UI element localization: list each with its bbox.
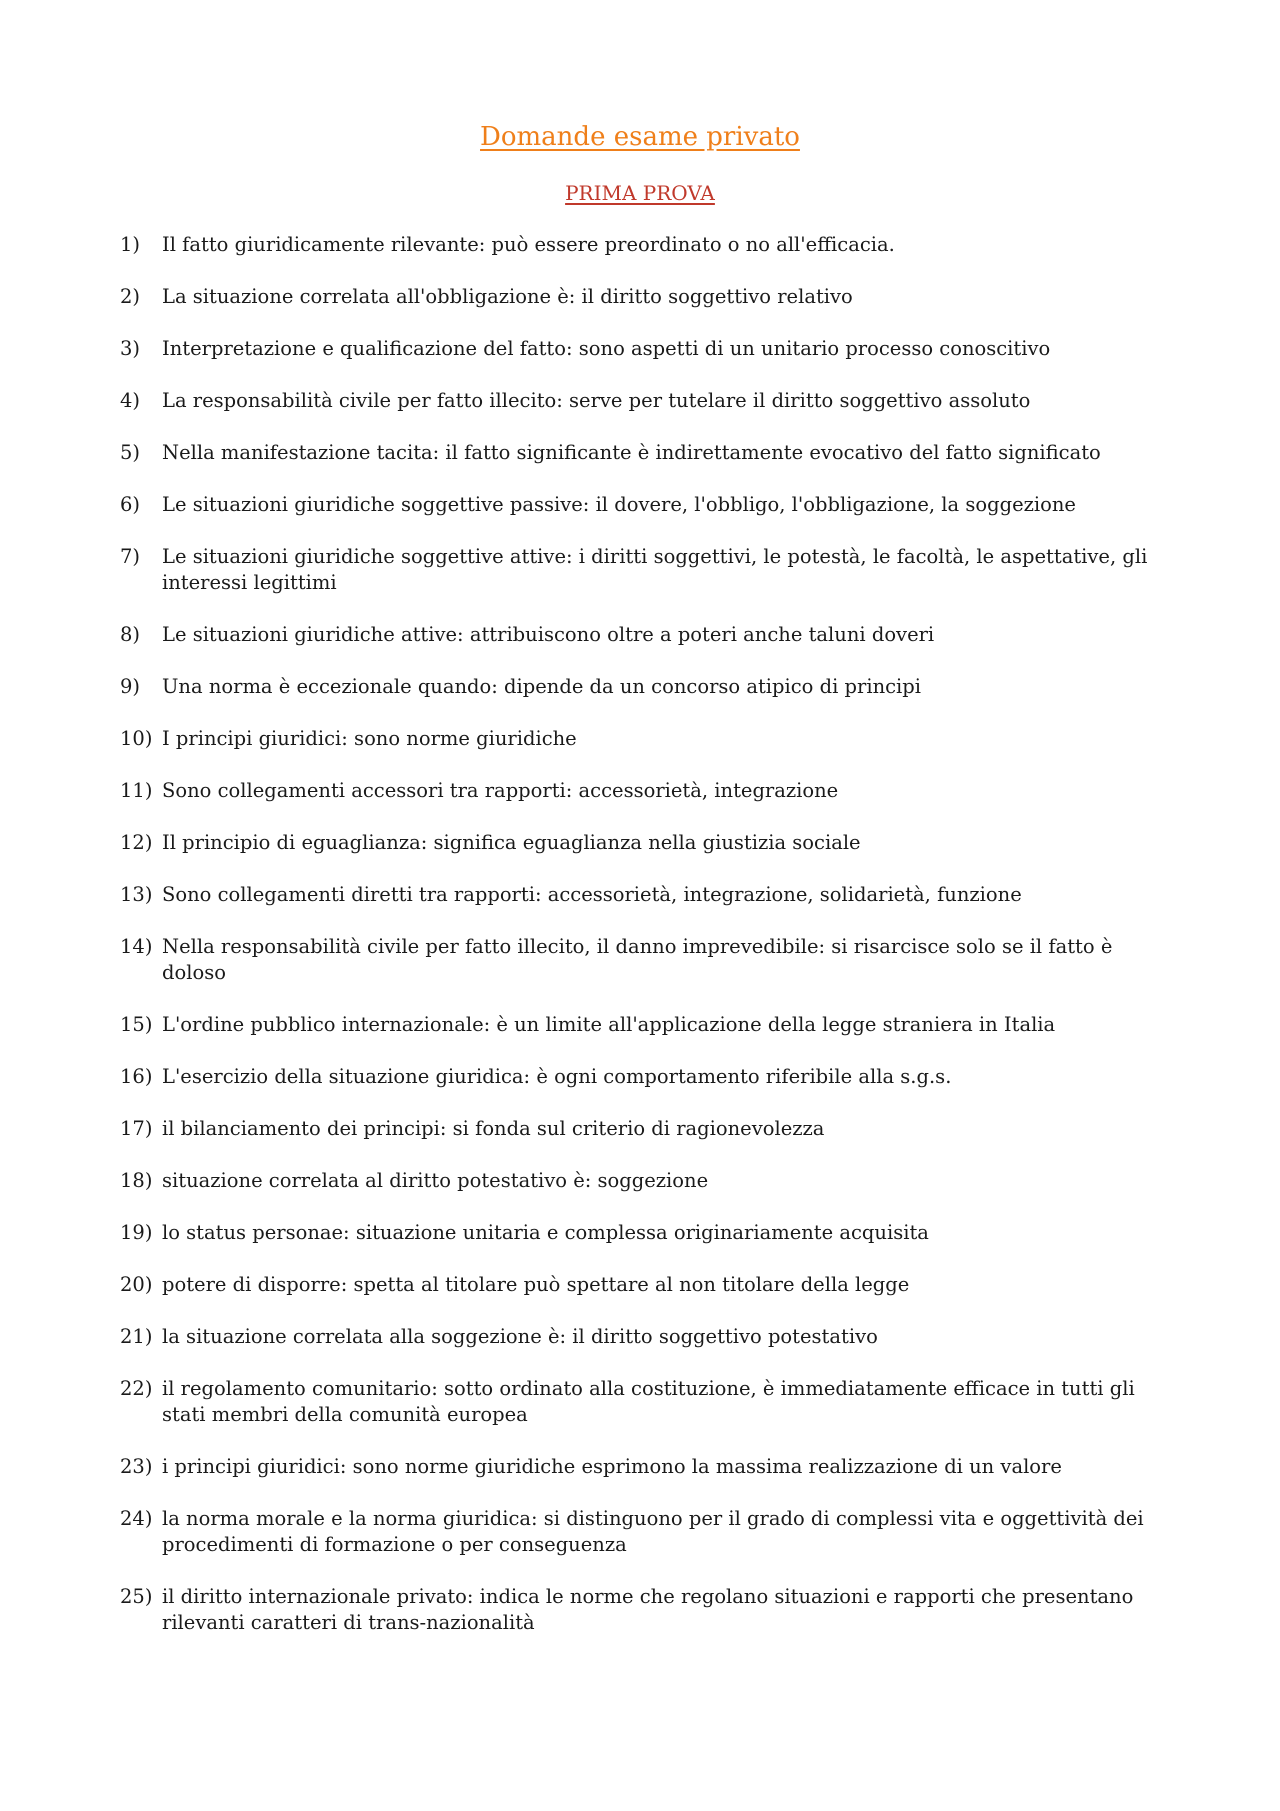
question-number: 18) — [120, 1169, 153, 1192]
list-item — [120, 1584, 1170, 1636]
question-number: 14) — [120, 935, 153, 958]
question-text: I principi giuridici: sono norme giuridiche — [162, 727, 577, 750]
list-item — [120, 336, 1170, 362]
question-text: Le situazioni giuridiche soggettive attive: i diritti soggettivi, le potestà, le facoltà, le aspettative, gli interessi legittimi — [162, 545, 1148, 594]
question-number: 10) — [120, 727, 153, 750]
list-item — [120, 726, 1170, 752]
question-number: 1) — [120, 233, 141, 256]
question-text: Le situazioni giuridiche soggettive passive: il dovere, l'obbligo, l'obbligazione, la soggezione — [162, 493, 1076, 516]
list-item — [120, 882, 1170, 908]
section-subtitle: PRIMA PROVA — [565, 181, 715, 205]
question-number: 2) — [120, 285, 141, 308]
list-item — [120, 492, 1170, 518]
question-text: Sono collegamenti diretti tra rapporti: accessorietà, integrazione, solidarietà, funzione — [162, 883, 1022, 906]
question-number: 21) — [120, 1325, 153, 1348]
question-text: Le situazioni giuridiche attive: attribuiscono oltre a poteri anche taluni doveri — [162, 623, 935, 646]
question-number: 3) — [120, 337, 141, 360]
question-text: situazione correlata al diritto potestativo è: soggezione — [162, 1169, 709, 1192]
question-text: il diritto internazionale privato: indica le norme che regolano situazioni e rapporti che presentano rilevanti caratteri di trans-nazionalità — [162, 1585, 1134, 1634]
question-text: L'ordine pubblico internazionale: è un limite all'applicazione della legge straniera in Italia — [162, 1013, 1056, 1036]
list-item — [120, 440, 1170, 466]
question-number: 9) — [120, 675, 141, 698]
question-text: Nella manifestazione tacita: il fatto significante è indirettamente evocativo del fatto significato — [162, 441, 1101, 464]
list-item — [120, 1376, 1170, 1428]
page-title: Domande esame privato — [480, 122, 800, 152]
question-number: 24) — [120, 1507, 153, 1530]
question-text: lo status personae: situazione unitaria e complessa originariamente acquisita — [162, 1221, 929, 1244]
question-number: 13) — [120, 883, 153, 906]
question-text: i principi giuridici: sono norme giuridiche esprimono la massima realizzazione di un valore — [162, 1455, 1062, 1478]
list-item — [120, 1506, 1170, 1558]
list-item — [120, 622, 1170, 648]
question-number: 16) — [120, 1065, 153, 1088]
question-text: Il fatto giuridicamente rilevante: può essere preordinato o no all'efficacia. — [162, 233, 895, 256]
list-item — [120, 284, 1170, 310]
list-item — [120, 544, 1170, 596]
question-text: Sono collegamenti accessori tra rapporti: accessorietà, integrazione — [162, 779, 839, 802]
question-text: Una norma è eccezionale quando: dipende da un concorso atipico di principi — [162, 675, 922, 698]
question-text: la situazione correlata alla soggezione è: il diritto soggettivo potestativo — [162, 1325, 878, 1348]
question-number: 25) — [120, 1585, 153, 1608]
question-number: 4) — [120, 389, 141, 412]
list-item — [120, 1168, 1170, 1194]
list-item — [120, 1454, 1170, 1480]
list-item — [120, 778, 1170, 804]
question-text: la norma morale e la norma giuridica: si distinguono per il grado di complessi vita e oggettività dei procedimenti di formazione o per conseguenza — [162, 1507, 1144, 1556]
question-number: 15) — [120, 1013, 153, 1036]
list-item — [120, 1220, 1170, 1246]
question-number: 12) — [120, 831, 153, 854]
list-item — [120, 674, 1170, 700]
list-item — [120, 232, 1170, 258]
question-number: 23) — [120, 1455, 153, 1478]
question-text: il bilanciamento dei principi: si fonda sul criterio di ragionevolezza — [162, 1117, 825, 1140]
question-number: 22) — [120, 1377, 153, 1400]
question-number: 5) — [120, 441, 141, 464]
question-text: Il principio di eguaglianza: significa eguaglianza nella giustizia sociale — [162, 831, 861, 854]
question-text: potere di disporre: spetta al titolare può spettare al non titolare della legge — [162, 1273, 910, 1296]
question-number: 11) — [120, 779, 153, 802]
question-text: L'esercizio della situazione giuridica: è ogni comportamento riferibile alla s.g.s. — [162, 1065, 952, 1088]
question-text: La situazione correlata all'obbligazione è: il diritto soggettivo relativo — [162, 285, 853, 308]
question-text: Interpretazione e qualificazione del fatto: sono aspetti di un unitario processo conoscitivo — [162, 337, 1051, 360]
question-text: Nella responsabilità civile per fatto illecito, il danno imprevedibile: si risarcisce solo se il fatto è doloso — [162, 935, 1113, 984]
question-list — [120, 232, 1170, 1662]
question-number: 20) — [120, 1273, 153, 1296]
question-number: 6) — [120, 493, 141, 516]
list-item — [120, 388, 1170, 414]
list-item — [120, 830, 1170, 856]
question-text: La responsabilità civile per fatto illecito: serve per tutelare il diritto soggettivo assoluto — [162, 389, 1031, 412]
list-item — [120, 1116, 1170, 1142]
list-item — [120, 1272, 1170, 1298]
list-item — [120, 934, 1170, 986]
list-item — [120, 1012, 1170, 1038]
question-number: 17) — [120, 1117, 153, 1140]
question-number: 8) — [120, 623, 141, 646]
list-item — [120, 1324, 1170, 1350]
list-item — [120, 1064, 1170, 1090]
question-number: 19) — [120, 1221, 153, 1244]
question-text: il regolamento comunitario: sotto ordinato alla costituzione, è immediatamente efficace in tutti gli stati membri della comunità europea — [162, 1377, 1135, 1426]
question-number: 7) — [120, 545, 141, 568]
